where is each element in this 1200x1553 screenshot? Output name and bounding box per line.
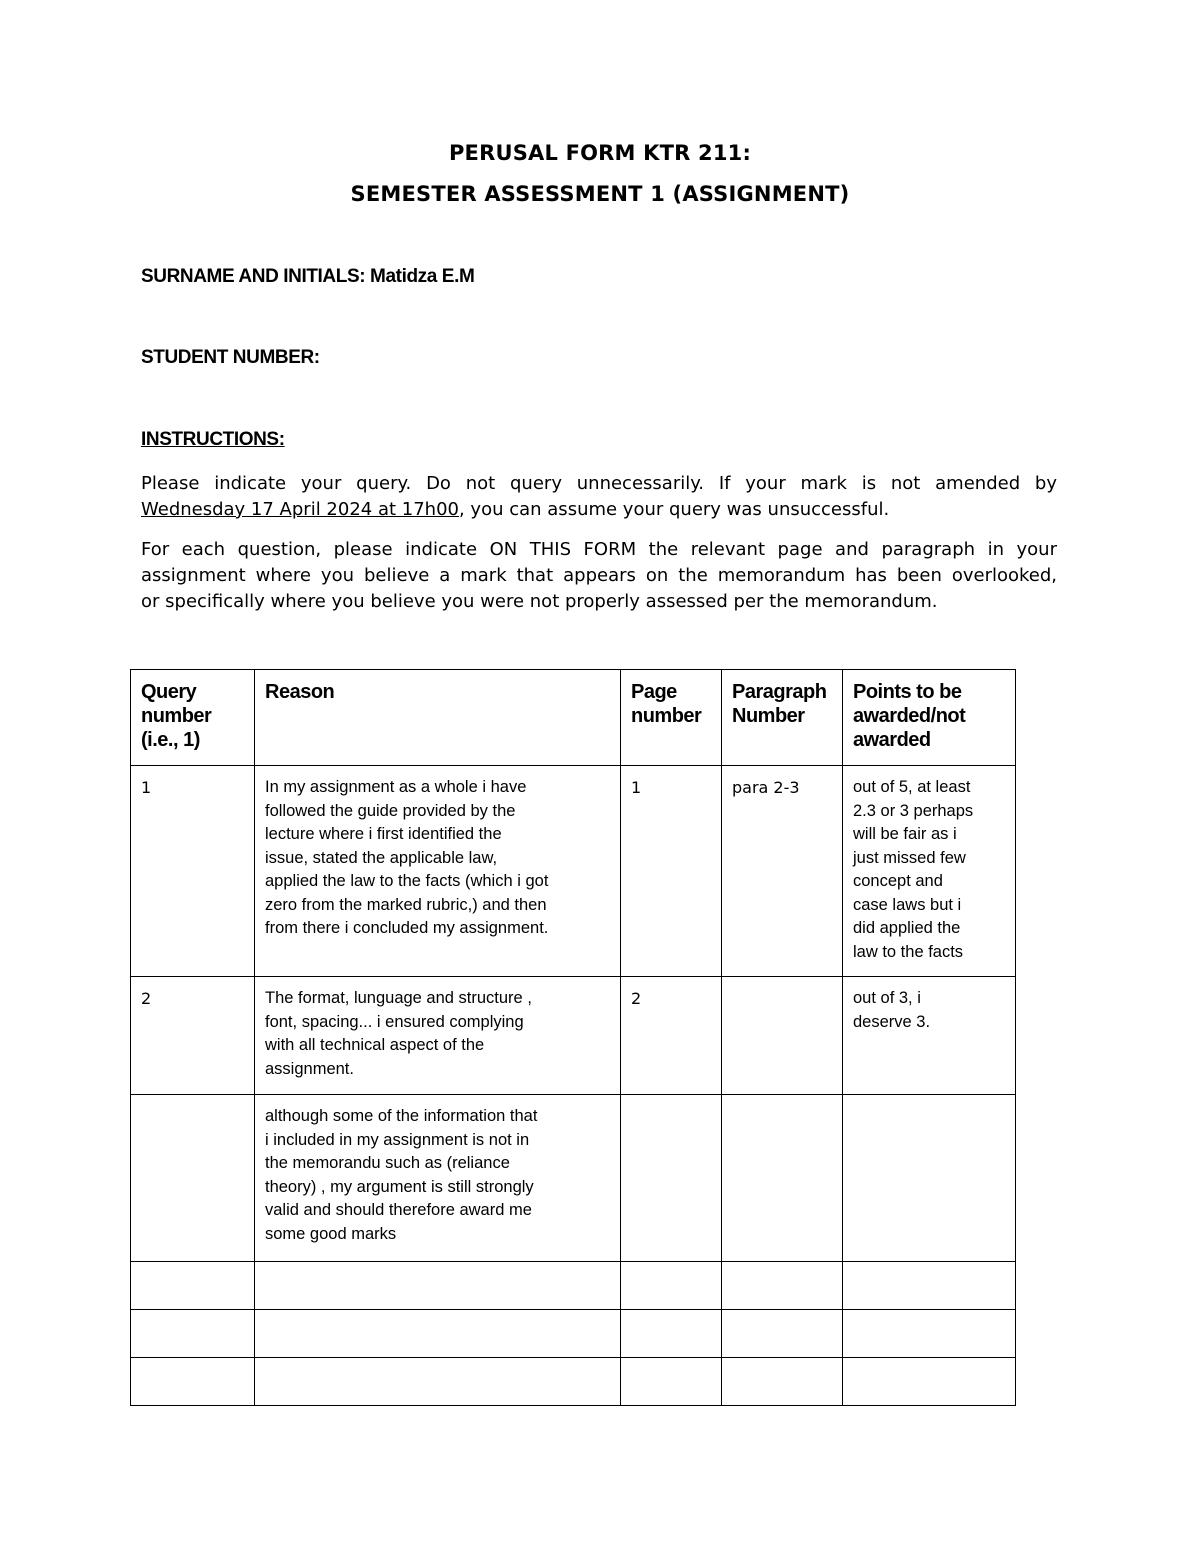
- header-query-number: Query number (i.e., 1): [131, 670, 255, 766]
- table-row-empty: [131, 1310, 1016, 1358]
- header-reason: Reason: [255, 670, 621, 766]
- form-subtitle: SEMESTER ASSESSMENT 1 (ASSIGNMENT): [350, 182, 850, 206]
- instructions-p2-line-1: For each question, please indicate ON THIS FORM the relevant page and paragraph in your: [141, 539, 1057, 560]
- student-number-field: STUDENT NUMBER:: [141, 347, 320, 368]
- instructions-p2-line-3: or specifically where you believe you were not properly assessed per the memorandum.: [141, 591, 938, 612]
- table-row-empty: [131, 1262, 1016, 1310]
- cell-reason[interactable]: although some of the information that i included in my assignment is not in the memorandu such as (reliance theory) , my argument is still strongly valid and should therefore award me some good marks: [255, 1095, 621, 1262]
- cell-points[interactable]: out of 5, at least 2.3 or 3 perhaps will be fair as i just missed few concept and case laws but i did applied the law to the facts: [843, 766, 1016, 977]
- table-header-row: [131, 670, 1016, 766]
- surname-field: SURNAME AND INITIALS: Matidza E.M: [141, 266, 475, 287]
- empty-cell[interactable]: [255, 1358, 621, 1406]
- empty-cell[interactable]: [255, 1262, 621, 1310]
- cell-reason[interactable]: In my assignment as a whole i have followed the guide provided by the lecture where i first identified the issue, stated the applicable law, applied the law to the facts (which i got zero from the marked rubric,) and then from there i concluded my assignment.: [255, 766, 621, 977]
- cell-page-number[interactable]: 1: [621, 766, 722, 977]
- cell-query-number[interactable]: 1: [131, 766, 255, 977]
- cell-points[interactable]: out of 3, i deserve 3.: [843, 977, 1016, 1095]
- table-row: [131, 766, 1016, 977]
- empty-cell[interactable]: [131, 1262, 255, 1310]
- empty-cell[interactable]: [621, 1262, 722, 1310]
- cell-page-number[interactable]: [621, 1095, 722, 1262]
- empty-cell[interactable]: [722, 1358, 843, 1406]
- instructions-p1-line-2: [141, 497, 1057, 523]
- header-page-number: Page number: [621, 670, 722, 766]
- instructions-p1-line-1: Please indicate your query. Do not query unnecessarily. If your mark is not amended by: [141, 473, 1057, 494]
- table-row-empty: [131, 1358, 1016, 1406]
- instructions-paragraph-1: [141, 471, 1057, 523]
- header-points: Points to be awarded/not awarded: [843, 670, 1016, 766]
- empty-cell[interactable]: [843, 1310, 1016, 1358]
- cell-paragraph-number[interactable]: para 2-3: [722, 766, 843, 977]
- table-row: [131, 977, 1016, 1095]
- empty-cell[interactable]: [722, 1262, 843, 1310]
- empty-cell[interactable]: [621, 1310, 722, 1358]
- cell-points[interactable]: [843, 1095, 1016, 1262]
- cell-query-number[interactable]: [131, 1095, 255, 1262]
- cell-paragraph-number[interactable]: [722, 977, 843, 1095]
- empty-cell[interactable]: [722, 1310, 843, 1358]
- empty-cell[interactable]: [131, 1358, 255, 1406]
- empty-cell[interactable]: [843, 1358, 1016, 1406]
- cell-query-number[interactable]: 2: [131, 977, 255, 1095]
- instructions-p1-rest: , you can assume your query was unsuccessful.: [458, 499, 890, 520]
- empty-cell[interactable]: [843, 1262, 1016, 1310]
- cell-page-number[interactable]: 2: [621, 977, 722, 1095]
- empty-cell[interactable]: [131, 1310, 255, 1358]
- instructions-p2-line-2: assignment where you believe a mark that appears on the memorandum has been overlooked,: [141, 565, 1057, 586]
- empty-cell[interactable]: [621, 1358, 722, 1406]
- header-paragraph-number: Paragraph Number: [722, 670, 843, 766]
- deadline-text: Wednesday 17 April 2024 at 17h00: [141, 499, 459, 520]
- instructions-paragraph-2: [141, 537, 1057, 615]
- form-title: PERUSAL FORM KTR 211:: [448, 141, 752, 165]
- query-table: [130, 669, 1016, 1406]
- cell-paragraph-number[interactable]: [722, 1095, 843, 1262]
- cell-reason[interactable]: The format, lunguage and structure , font, spacing... i ensured complying with all technical aspect of the assignment.: [255, 977, 621, 1095]
- empty-cell[interactable]: [255, 1310, 621, 1358]
- instructions-heading: INSTRUCTIONS:: [141, 429, 285, 450]
- table-row: [131, 1095, 1016, 1262]
